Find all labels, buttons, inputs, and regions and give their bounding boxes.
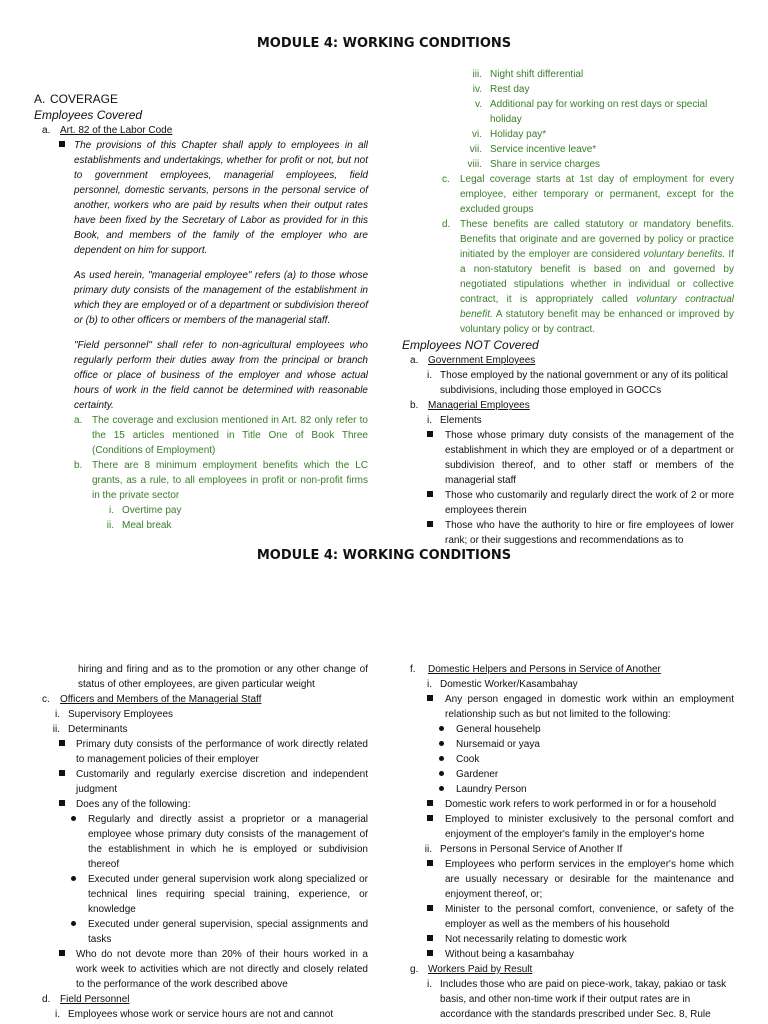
list-item-holiday-pay: [456, 127, 734, 142]
item-text: Supervisory Employees: [68, 709, 174, 720]
page-title: MODULE 4: WORKING CONDITIONS: [256, 36, 512, 51]
bullet-marker-icon: [436, 767, 456, 782]
item-text: Holiday pay*: [490, 129, 547, 140]
list-marker: i.: [427, 679, 432, 690]
list-item-officers-and-members-of-the-mana: [42, 692, 368, 707]
list-item-field-personnel: [42, 992, 368, 1007]
bullet-item-not-necessarily-relating-to-dome: [424, 932, 734, 947]
item-text: Any person engaged in domestic work within an employment relationship such as but not limited to the following:: [445, 694, 734, 720]
list-item-government-employees: [410, 353, 734, 368]
list-marker: vii.: [469, 144, 482, 155]
bullet-item-any-person-engaged-in-domestic-w: [424, 692, 734, 722]
bullet-marker-icon: [56, 797, 76, 812]
bullet-marker-icon: [424, 932, 445, 947]
list-marker: iii.: [472, 69, 482, 80]
list-item-elements: [402, 413, 734, 428]
bullet-marker-icon: [424, 857, 445, 902]
item-text: Without being a kasambahay: [445, 949, 574, 960]
list-item-service-incentive-leave: [456, 142, 734, 157]
list-item-share-in-service-charges: [456, 157, 734, 172]
list-marker: a.: [410, 355, 419, 366]
item-text: Those employed by the national government or any of its political subdivisions, including those employed in GOCCs: [440, 370, 728, 396]
item-text: Includes those who are paid on piece-work, takay, pakiao or task basis, and other non-time work if their output rates are in accordance with the standards prescribed under Sec. 8, Rule: [440, 979, 727, 1020]
item-text: Primary duty consists of the performance of work directly related to management policies of their employer: [76, 739, 368, 765]
list-item-includes-those-who-are-paid-on-p: [402, 977, 734, 1022]
item-text: Who do not devote more than 20% of their hours worked in a work week to activities which are not directly and closely related to the performance of the work described above: [76, 949, 368, 990]
item-text: Workers Paid by Result: [428, 964, 533, 975]
bullet-marker-icon: [424, 692, 445, 722]
bullet-marker-icon: [424, 428, 445, 488]
item-text: Additional pay for working on rest days or special holiday: [490, 99, 708, 125]
bullet-marker-icon: [436, 722, 456, 737]
list-item-workers-paid-by-result: [410, 962, 734, 977]
bullet-item-customarily-and-regularly-exerci: [56, 767, 368, 797]
bullet-marker-icon: [56, 138, 74, 258]
item-text: Rest day: [490, 84, 530, 95]
bullet-item-employees-who-perform-services-i: [424, 857, 734, 902]
item-text: Gardener: [456, 769, 499, 780]
bullet-item-cook: [436, 752, 734, 767]
list-item-employees-covered: [34, 107, 368, 123]
item-text: Domestic Worker/Kasambahay: [440, 679, 578, 690]
bullet-item-minister-to-the-personal-comfort: [424, 902, 734, 932]
item-text: Elements: [440, 415, 482, 426]
bullet-item-gardener: [436, 767, 734, 782]
item-text: Minister to the personal comfort, convenience, or safety of the employer as well as the members of his household: [445, 904, 734, 930]
bullet-marker-icon: [56, 947, 76, 992]
item-text: Managerial Employees: [428, 400, 530, 411]
text-run: These benefits are called statutory or mandatory benefits. Benefits that originate and are governed by policy or practice initiated by the employer are considered: [460, 219, 734, 260]
list-marker: b.: [410, 400, 419, 411]
bullet-item-those-whose-primary-duty-consist: [424, 428, 734, 488]
bullet-item-regularly-and-directly-assist-a-: [68, 812, 368, 872]
bullet-marker-icon: [424, 947, 445, 962]
item-text: Officers and Members of the Managerial Staff: [60, 694, 262, 705]
list-marker: i.: [427, 979, 432, 990]
item-text: Field Personnel: [60, 994, 130, 1005]
item-text: Employees Covered: [34, 108, 143, 122]
item-text: Determinants: [68, 724, 128, 735]
list-item-rest-day: [456, 82, 734, 97]
list-marker: b.: [74, 460, 83, 471]
list-marker: ii.: [52, 724, 60, 735]
item-text: Legal coverage starts at 1st day of employment for every employee, either temporary or permanent, except for the excluded groups: [460, 174, 734, 215]
list-marker: i.: [427, 415, 432, 426]
item-text: Domestic work refers to work performed in or for a household: [445, 799, 717, 810]
item-text: Overtime pay: [122, 505, 182, 516]
list-marker: viii.: [467, 159, 482, 170]
item-text: Domestic Helpers and Persons in Service of Another: [428, 664, 661, 675]
list-item-additional-pay-for-working-on-re: [456, 97, 734, 127]
list-item-legal-coverage-starts-at-1st-day: [442, 172, 734, 217]
item-text: General househelp: [456, 724, 541, 735]
page-2: [0, 512, 768, 1024]
list-marker: d.: [42, 994, 51, 1005]
list-item-as-used-herein-managerial-employ: [74, 268, 368, 328]
item-text: Art. 82 of the Labor Code: [60, 125, 173, 136]
page-title: MODULE 4: WORKING CONDITIONS: [256, 548, 512, 563]
list-item-field-personnel-shall-refer-to-n: [74, 338, 368, 413]
item-text: Customarily and regularly exercise discretion and independent judgment: [76, 769, 368, 795]
bullet-marker-icon: [56, 737, 76, 767]
italic-term: voluntary benefits.: [643, 249, 726, 260]
list-item-domestic-worker-kasambahay: [402, 677, 734, 692]
list-item-para: [442, 217, 734, 337]
list-item-there-are-8-minimum-employment-b: [74, 458, 368, 503]
list-marker: f.: [410, 664, 416, 675]
item-text: There are 8 minimum employment benefits which the LC grants, as a rule, to all employees in profit or non-profit firms in the private sector: [92, 460, 368, 501]
item-text: Nursemaid or yaya: [456, 739, 540, 750]
list-item-managerial-employees: [410, 398, 734, 413]
bullet-marker-icon: [56, 767, 76, 797]
bullet-item-without-being-a-kasambahay: [424, 947, 734, 962]
item-text: "Field personnel" shall refer to non-agricultural employees who regularly perform their duties away from the principal or branch office or place of business of the employer and whose actual hours of work in the field cannot be determined with reasonable certainty.: [74, 340, 368, 411]
list-item-coverage: [34, 91, 368, 107]
text-run: If a non-statutory benefit is based on and governed by negotiated stipulations whether in individual or collective contract, it is appropriately called: [460, 249, 734, 305]
item-text: Laundry Person: [456, 784, 527, 795]
right-column: [402, 662, 734, 1022]
list-item-persons-in-personal-service-of-a: [402, 842, 734, 857]
bullet-marker-icon: [436, 737, 456, 752]
item-text: Government Employees: [428, 355, 536, 366]
list-marker: ii.: [106, 520, 114, 531]
item-text: [460, 217, 734, 337]
bullet-item-executed-under-general-supervisi: [68, 872, 368, 917]
item-text: Employees who perform services in the employer's home which are usually necessary or desirable for the maintenance and enjoyment thereof, or;: [445, 859, 734, 900]
bullet-marker-icon: [436, 752, 456, 767]
bullet-item-who-do-not-devote-more-than-20-o: [56, 947, 368, 992]
bullet-item-general-househelp: [436, 722, 734, 737]
item-text: Those whose primary duty consists of the management of the establishment in which they are employed or of a department or subdivision thereof, and to other staff or members of the managerial staff: [445, 430, 734, 486]
italic-term: voluntary contractual benefit.: [460, 294, 734, 320]
left-column: [34, 89, 368, 533]
list-item-domestic-helpers-and-persons-in-: [410, 662, 734, 677]
list-marker: a.: [42, 125, 51, 136]
list-marker: g.: [410, 964, 419, 975]
item-text: hiring and firing and as to the promotion or any other change of status of other employees, are given particular weight: [78, 664, 368, 690]
list-item-night-shift-differential: [456, 67, 734, 82]
list-marker: i.: [55, 1009, 60, 1020]
list-item-those-employed-by-the-national-g: [402, 368, 734, 398]
bullet-item-domestic-work-refers-to-work-per: [424, 797, 734, 812]
item-text: As used herein, "managerial employee" refers (a) to those whose primary duty consists of the management of the establishment in which they are employed or of a department or subdivision thereof or (b) to other officers or members of the managerial staff.: [74, 270, 368, 326]
left-column: [34, 662, 368, 1022]
bullet-marker-icon: [68, 917, 88, 947]
bullet-marker-icon: [424, 797, 445, 812]
bullet-item-primary-duty-consists-of-the-per: [56, 737, 368, 767]
item-text: Employees NOT Covered: [402, 338, 539, 352]
item-text: Does any of the following:: [76, 799, 191, 810]
list-marker: i.: [55, 709, 60, 720]
list-marker: vi.: [472, 129, 482, 140]
list-marker: i.: [109, 505, 114, 516]
right-column: [402, 67, 734, 548]
list-item-determinants: [34, 722, 368, 737]
list-marker: ii.: [424, 844, 432, 855]
list-marker: A.: [34, 92, 46, 106]
bullet-marker-icon: [424, 902, 445, 932]
bullet-item-employed-to-minister-exclusively: [424, 812, 734, 842]
item-text: Employed to minister exclusively to the personal comfort and enjoyment of the employer's family in the employer's home: [445, 814, 734, 840]
item-text: Those who have the authority to hire or fire employees of lower rank; or their suggestions and recommendations as to: [445, 520, 734, 546]
item-text: Service incentive leave*: [490, 144, 597, 155]
item-text: Employees whose work or service hours are not and cannot: [68, 1009, 334, 1020]
item-text: Meal break: [122, 520, 172, 531]
list-item-employees-not-covered: [402, 337, 734, 353]
list-marker: a.: [74, 415, 83, 426]
list-marker: v.: [474, 99, 482, 110]
bullet-marker-icon: [424, 812, 445, 842]
item-text: Not necessarily relating to domestic work: [445, 934, 627, 945]
bullet-item-does-any-of-the-following: [56, 797, 368, 812]
item-text: Night shift differential: [490, 69, 584, 80]
bullet-marker-icon: [68, 812, 88, 872]
item-text: Share in service charges: [490, 159, 601, 170]
item-text: The coverage and exclusion mentioned in Art. 82 only refer to the 15 articles mentioned in Title One of Book Three (Conditions of Employment): [92, 415, 368, 456]
list-item-the-coverage-and-exclusion-menti: [74, 413, 368, 458]
text-run: A statutory benefit may be enhanced or improved by voluntary policy or by contract.: [460, 309, 734, 335]
list-marker: iv.: [472, 84, 482, 95]
list-marker: d.: [442, 219, 451, 230]
list-item-supervisory-employees: [34, 707, 368, 722]
item-text: The provisions of this Chapter shall apply to employees in all establishments and undertakings, whether for profit or not, but not to government employees, managerial employees, field personnel, domestic servants, persons in the personal service of another, workers who are paid by results when their output rates have been fixed by the Secretary of Labor as provided for in this Book, and members of the family of the employer who are dependent on him for support.: [74, 140, 368, 256]
item-text: Cook: [456, 754, 480, 765]
bullet-item-nursemaid-or-yaya: [436, 737, 734, 752]
item-text: Regularly and directly assist a proprietor or a managerial employee whose primary duty consists of the management of the establishment in which he is employed or subdivision thereof: [88, 814, 368, 870]
list-item-hiring-and-firing-and-as-to-the-: [78, 662, 368, 692]
item-text: Persons in Personal Service of Another If: [440, 844, 623, 855]
bullet-item-laundry-person: [436, 782, 734, 797]
list-item-employees-whose-work-or-service-: [34, 1007, 368, 1022]
item-text: COVERAGE: [50, 92, 119, 106]
bullet-item-the-provisions-of-this-chapter-s: [56, 138, 368, 258]
list-marker: i.: [427, 370, 432, 381]
item-text: Executed under general supervision work along specialized or technical lines requiring special training, experience, or knowledge: [88, 874, 368, 915]
bullet-marker-icon: [68, 872, 88, 917]
list-marker: c.: [442, 174, 450, 185]
item-text: Those who customarily and regularly direct the work of 2 or more employees therein: [445, 490, 734, 516]
list-marker: c.: [42, 694, 50, 705]
list-item-art-82-of-the-labor-code: [42, 123, 368, 138]
bullet-item-executed-under-general-supervisi: [68, 917, 368, 947]
item-text: Executed under general supervision, special assignments and tasks: [88, 919, 368, 945]
bullet-marker-icon: [436, 782, 456, 797]
